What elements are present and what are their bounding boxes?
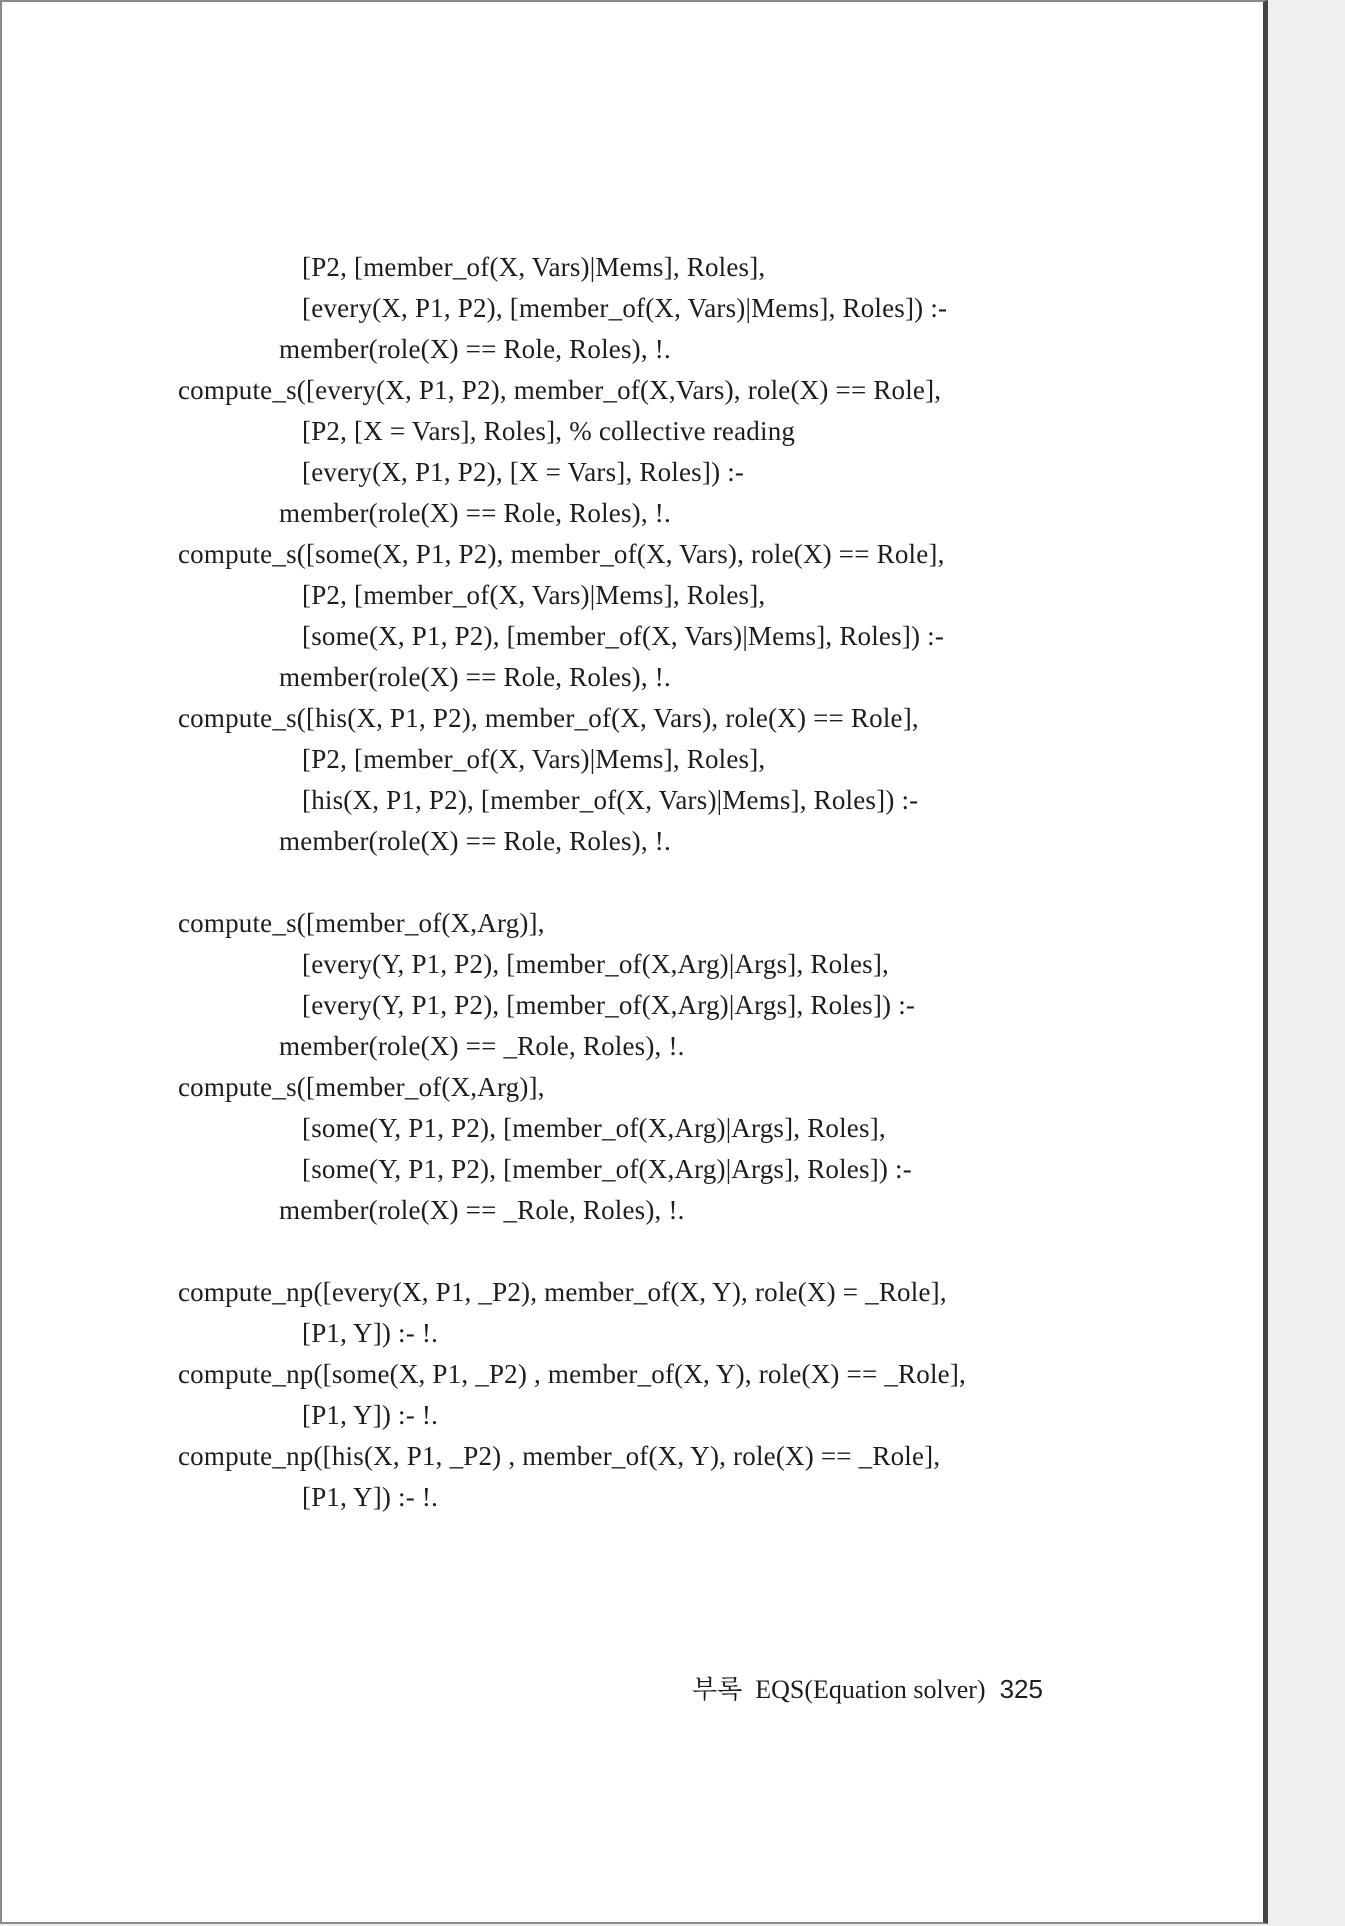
code-line: [P1, Y]) :- !.	[302, 1482, 439, 1512]
code-line: compute_s([every(X, P1, P2), member_of(X,Vars), role(X) == Role],	[178, 375, 942, 405]
code-line: [every(X, P1, P2), [X = Vars], Roles]) :-	[302, 457, 745, 487]
code-line: [his(X, P1, P2), [member_of(X, Vars)|Mems], Roles]) :-	[302, 785, 919, 815]
code-line: compute_s([member_of(X,Arg)],	[178, 908, 545, 938]
code-line: compute_s([member_of(X,Arg)],	[178, 1072, 545, 1102]
page-footer	[666, 1638, 1043, 1741]
scan-margin	[1268, 0, 1345, 1926]
code-line: compute_np([some(X, P1, _P2) , member_of(X, Y), role(X) == _Role],	[178, 1359, 966, 1389]
code-line: compute_np([every(X, P1, _P2), member_of(X, Y), role(X) = _Role],	[178, 1277, 947, 1307]
code-line: [every(Y, P1, P2), [member_of(X,Arg)|Args], Roles],	[302, 949, 890, 979]
code-line: compute_s([his(X, P1, P2), member_of(X, Vars), role(X) == Role],	[178, 703, 919, 733]
code-line: [some(Y, P1, P2), [member_of(X,Arg)|Args], Roles],	[302, 1113, 886, 1143]
code-line: member(role(X) == Role, Roles), !.	[279, 334, 671, 364]
code-line: [some(X, P1, P2), [member_of(X, Vars)|Mems], Roles]) :-	[302, 621, 945, 651]
code-line: member(role(X) == _Role, Roles), !.	[279, 1195, 685, 1225]
code-line: [some(Y, P1, P2), [member_of(X,Arg)|Args], Roles]) :-	[302, 1154, 912, 1184]
code-line: [P2, [member_of(X, Vars)|Mems], Roles],	[302, 744, 766, 774]
code-line: [P2, [X = Vars], Roles], % collective reading	[302, 416, 796, 446]
code-line: member(role(X) == Role, Roles), !.	[279, 826, 671, 856]
page-number: 325	[999, 1674, 1043, 1704]
code-line: compute_np([his(X, P1, _P2) , member_of(X, Y), role(X) == _Role],	[178, 1441, 941, 1471]
code-line: member(role(X) == Role, Roles), !.	[279, 662, 671, 692]
running-footer-title: 부록 EQS(Equation solver)	[692, 1675, 986, 1704]
code-line: [every(X, P1, P2), [member_of(X, Vars)|Mems], Roles]) :-	[302, 293, 948, 323]
code-line: compute_s([some(X, P1, P2), member_of(X, Vars), role(X) == Role],	[178, 539, 945, 569]
code-line: member(role(X) == Role, Roles), !.	[279, 498, 671, 528]
code-line: [P2, [member_of(X, Vars)|Mems], Roles],	[302, 580, 766, 610]
code-line: member(role(X) == _Role, Roles), !.	[279, 1031, 685, 1061]
code-line: [every(Y, P1, P2), [member_of(X,Arg)|Args], Roles]) :-	[302, 990, 916, 1020]
code-line: [P2, [member_of(X, Vars)|Mems], Roles],	[302, 252, 766, 282]
code-line: [P1, Y]) :- !.	[302, 1400, 439, 1430]
code-line: [P1, Y]) :- !.	[302, 1318, 439, 1348]
